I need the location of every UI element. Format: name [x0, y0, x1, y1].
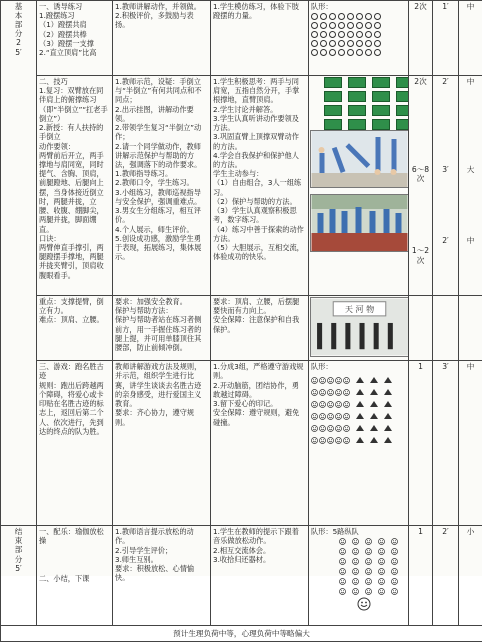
intensity-cell: 中 大 中 — [459, 76, 482, 296]
student-mark — [356, 13, 363, 20]
student-mark — [365, 31, 372, 38]
student-smiley-icon — [365, 558, 372, 565]
load-summary: 预计生理负荷中等，心理负荷中等略偏大 — [1, 626, 482, 642]
student-smiley-icon — [335, 389, 342, 396]
student-mark — [329, 13, 336, 20]
student-smiley-icon — [378, 538, 385, 545]
obstacle-mark — [384, 401, 392, 407]
content-cell: 一、诱导练习 1.蹬摆练习 （1）蹬摆共肩 （2）蹬摆共棒 （3）蹬摆一支撑 2.“直立顶肩”比高 — [37, 1, 113, 76]
content-cell: 二、技巧 1.复习：双臂放在同伴肩上的俯撑练习（即“半倒立”“扛老手倒立”） 2.新授：有人扶持的手倒立 动作要领： 两臂前后开立，两手撑地与肩同宽，同时提气、含胸、顶肩，前腿蹬地、后腿向上摆，当身体接近倒立时，两腿并拢，立腰、收腹、绷脚尖，两腿并拢，脚面绷直。 口诀： 两臂伸直手撑引，两腿蹬摆手撑地，两腿并拢夹臂引，顶肩收腹眼看手。 — [37, 76, 113, 296]
teacher-cell: 1.教师示范，设疑：手倒立与“半倒立”有何共同点和不同点； 2.出示挂图，讲解动作要领。 2.带领学生复习“半倒立”动作； 2.请一个同学做动作，教师讲解示范保护与帮助的方法，强调落下的动作要求。 1.教师指导练习。 2.教师口令，学生练习。 3.小组练习，教师巡视指导与安全保护，强调重难点。 3.男女生分组练习，相互评价。 4.个人展示，师生评价。 5.创设成功感，激励学生勇于表现，拓展练习，集体展示。 — [113, 76, 211, 296]
student-cell: 1.学生模仿练习，体验下肢蹬摆的力量。 — [211, 1, 309, 76]
teacher-cell: 1.教师讲解动作，并领做。 2.积极评价，多鼓励与表扬。 — [113, 1, 211, 76]
student-smiley-icon — [319, 389, 326, 396]
intensity-cell: 小 — [459, 526, 482, 626]
student-smiley-icon — [335, 437, 342, 444]
student-smiley-icon — [378, 558, 385, 565]
teacher-cell: 教师讲解游戏方法及规则，并示范，组织学生进行比赛，讲学生谈谈去名胜古迹的亲身感受，进行爱国主义教育。 要求：齐心协力，遵守规则。 — [113, 361, 211, 526]
formation-cell — [309, 76, 409, 296]
obstacle-mark — [356, 437, 364, 443]
student-mark — [365, 40, 372, 47]
table-row — [1, 626, 482, 642]
green-mat-blocks — [324, 77, 407, 130]
student-smiley-icon — [319, 401, 326, 408]
student-mark — [356, 22, 363, 29]
obstacle-mark — [384, 413, 392, 419]
student-mark — [329, 22, 336, 29]
student-smiley-icon — [352, 578, 359, 585]
student-mark — [329, 49, 336, 56]
student-smiley-icon — [391, 588, 398, 595]
student-mark — [365, 49, 372, 56]
student-mark — [338, 22, 345, 29]
student-smiley-icon — [378, 578, 385, 585]
times-cell: 1 — [409, 526, 433, 626]
student-smiley-icon — [391, 548, 398, 555]
student-smiley-icon — [343, 425, 350, 432]
student-mark — [329, 40, 336, 47]
section-label-body: 基本部分25′ — [1, 1, 37, 526]
obstacle-mark — [384, 437, 392, 443]
student-mark — [347, 40, 354, 47]
obstacle-mark — [356, 377, 364, 383]
student-smiley-icon — [365, 548, 372, 555]
obstacle-mark — [370, 389, 378, 395]
student-smiley-icon — [343, 377, 350, 384]
student-smiley-icon — [343, 413, 350, 420]
formation-cell: 队形： — [309, 1, 409, 76]
times-cell: 2次 — [409, 1, 433, 76]
student-smiley-icon — [319, 437, 326, 444]
student-smiley-icon — [339, 568, 346, 575]
student-cell: 1.学生积极思考：两手与同肩宽，五指自然分开，手掌根撑地，直臂顶肩。 2.学生讨论并解答。 3.学生认真听讲动作要领及方法。 3.巩固直臂上顶撑双臂动作的方法。 4.学会自我保护和保护他人的方法。 学生主动参与： （1）自由组合，3人一组练习。 （2）保护与帮助的方法。 （3）学生认真观察积极思考，数字练习。 （4）练习中善于探索的动作方法。 （5）大胆展示，互相交流，体验成功的快乐。 — [211, 76, 309, 296]
student-smiley-icon — [339, 588, 346, 595]
student-mark — [347, 31, 354, 38]
student-mark — [338, 40, 345, 47]
smiley-formation — [311, 377, 350, 444]
table-row — [1, 361, 482, 526]
student-smiley-icon — [311, 413, 318, 420]
student-mark — [356, 49, 363, 56]
student-mark — [338, 31, 345, 38]
student-mark — [347, 13, 354, 20]
obstacle-mark — [384, 377, 392, 383]
student-smiley-icon — [335, 401, 342, 408]
sign-text: 天 河 物 — [345, 304, 374, 314]
obstacle-mark — [356, 413, 364, 419]
intensity-cell: 中 — [459, 361, 482, 526]
student-smiley-icon — [365, 588, 372, 595]
obstacle-mark — [356, 389, 364, 395]
student-smiley-icon — [391, 568, 398, 575]
intensity-cell: 中 — [459, 1, 482, 76]
student-smiley-icon — [391, 538, 398, 545]
student-cell: 1.学生在教师的提示下跟着音乐做放松动作。 2.相互交流体会。 3.收拾归还器材。 — [211, 526, 309, 626]
student-smiley-icon — [339, 578, 346, 585]
student-cell: 1.分成3组，严格遵守游戏规则。 2.开动脑筋，团结协作，勇敢越过障碍。 3.留下爱心的印记。 安全保障：遵守规则，避免碰撞。 — [211, 361, 309, 526]
obstacle-mark — [370, 437, 378, 443]
student-mark — [356, 40, 363, 47]
student-smiley-icon — [365, 578, 372, 585]
formation-dots — [311, 13, 406, 56]
student-smiley-icon — [327, 389, 334, 396]
student-smiley-icon — [352, 538, 359, 545]
student-mark — [311, 22, 318, 29]
student-smiley-icon — [343, 401, 350, 408]
student-smiley-icon — [335, 377, 342, 384]
student-smiley-icon — [343, 389, 350, 396]
minutes-cell: 3′ — [433, 361, 459, 526]
student-mark — [320, 22, 327, 29]
formation-cell — [309, 296, 409, 361]
obstacle-mark — [370, 413, 378, 419]
student-smiley-icon — [319, 377, 326, 384]
student-smiley-icon — [352, 568, 359, 575]
student-mark — [320, 13, 327, 20]
wall-handstand-photo — [310, 297, 409, 357]
student-smiley-icon — [311, 401, 318, 408]
student-mark — [311, 49, 318, 56]
student-smiley-icon — [311, 425, 318, 432]
teacher-cell: 1.教师语言提示放松的动作。 2.引导学生评价； 3.师生互别。 要求：积极放松、心情愉快。 — [113, 526, 211, 626]
student-smiley-icon — [352, 548, 359, 555]
minutes-cell: 2′ — [433, 526, 459, 626]
table-row — [1, 296, 482, 361]
student-smiley-icon — [327, 413, 334, 420]
formation-cell: 队形： — [309, 361, 409, 526]
student-mark — [365, 13, 372, 20]
student-mark — [374, 31, 381, 38]
obstacle-mark — [370, 401, 378, 407]
column-formation — [339, 538, 406, 595]
student-smiley-icon — [335, 425, 342, 432]
times-cell: 1 — [409, 361, 433, 526]
student-mark — [320, 31, 327, 38]
formation-cell: 队形：5路纵队 — [309, 526, 409, 626]
obstacle-mark — [384, 425, 392, 431]
student-smiley-icon — [327, 401, 334, 408]
table-row — [1, 76, 482, 296]
student-smiley-icon — [343, 437, 350, 444]
student-smiley-icon — [378, 588, 385, 595]
student-smiley-icon — [311, 437, 318, 444]
student-smiley-icon — [319, 425, 326, 432]
student-smiley-icon — [327, 425, 334, 432]
student-smiley-icon — [352, 558, 359, 565]
student-mark — [320, 40, 327, 47]
student-smiley-icon — [391, 578, 398, 585]
student-smiley-icon — [378, 568, 385, 575]
student-mark — [311, 13, 318, 20]
content-cell: 三、游戏：跑名胜古迹 规则：跑出后跨越两个障碍，将爱心或卡印贴在名胜古迹的标志上，返回后第二个人、依次进行，先到达的终点的队为胜。 — [37, 361, 113, 526]
student-mark — [320, 49, 327, 56]
student-mark — [374, 13, 381, 20]
student-smiley-icon — [339, 558, 346, 565]
times-cell: 2次 6～8次 1～2次 — [409, 76, 433, 296]
minutes-cell: 2′ 3′ 2′ — [433, 76, 459, 296]
teacher-smiley-icon — [357, 597, 371, 611]
student-smiley-icon — [319, 413, 326, 420]
student-smiley-icon — [352, 588, 359, 595]
student-smiley-icon — [339, 538, 346, 545]
student-smiley-icon — [365, 538, 372, 545]
student-smiley-icon — [378, 548, 385, 555]
student-cell: 要求：顶肩、立腰，后摆腿要快而有力向上。 安全保障：注意保护和自我保护。 — [211, 296, 309, 361]
table-row — [1, 1, 482, 76]
student-mark — [311, 31, 318, 38]
student-mark — [311, 40, 318, 47]
student-mark — [365, 22, 372, 29]
student-mark — [374, 49, 381, 56]
minutes-cell: 1′ — [433, 1, 459, 76]
student-mark — [338, 13, 345, 20]
student-smiley-icon — [339, 548, 346, 555]
student-smiley-icon — [365, 568, 372, 575]
student-mark — [347, 22, 354, 29]
student-smiley-icon — [335, 413, 342, 420]
content-cell: 重点：支撑提臂，倒立有力。 难点：顶肩、立腰。 — [37, 296, 113, 361]
student-smiley-icon — [391, 558, 398, 565]
student-mark — [374, 22, 381, 29]
obstacle-mark — [356, 401, 364, 407]
content-cell: 一、配乐：瑜伽放松操 二、小结，下课 — [37, 526, 113, 626]
student-smiley-icon — [327, 377, 334, 384]
obstacle-mark — [370, 425, 378, 431]
student-mark — [338, 49, 345, 56]
student-smiley-icon — [327, 437, 334, 444]
handstand-sequence-photo — [310, 130, 409, 188]
obstacle-triangles — [356, 377, 394, 444]
student-mark — [329, 31, 336, 38]
section-label-end: 结束部分5′ — [1, 526, 37, 626]
teacher-cell: 要求：加强安全教育。 保护与帮助方法： 保护与帮助者站在练习者侧前方，用一手握住练习者的腿上提，并可用单膝顶住其腰部，防止前倾冲倒。 — [113, 296, 211, 361]
class-practice-photo — [310, 194, 409, 252]
obstacle-mark — [356, 425, 364, 431]
obstacle-mark — [370, 377, 378, 383]
obstacle-mark — [384, 389, 392, 395]
student-smiley-icon — [311, 389, 318, 396]
student-mark — [356, 31, 363, 38]
student-smiley-icon — [311, 377, 318, 384]
student-mark — [347, 49, 354, 56]
student-mark — [374, 40, 381, 47]
